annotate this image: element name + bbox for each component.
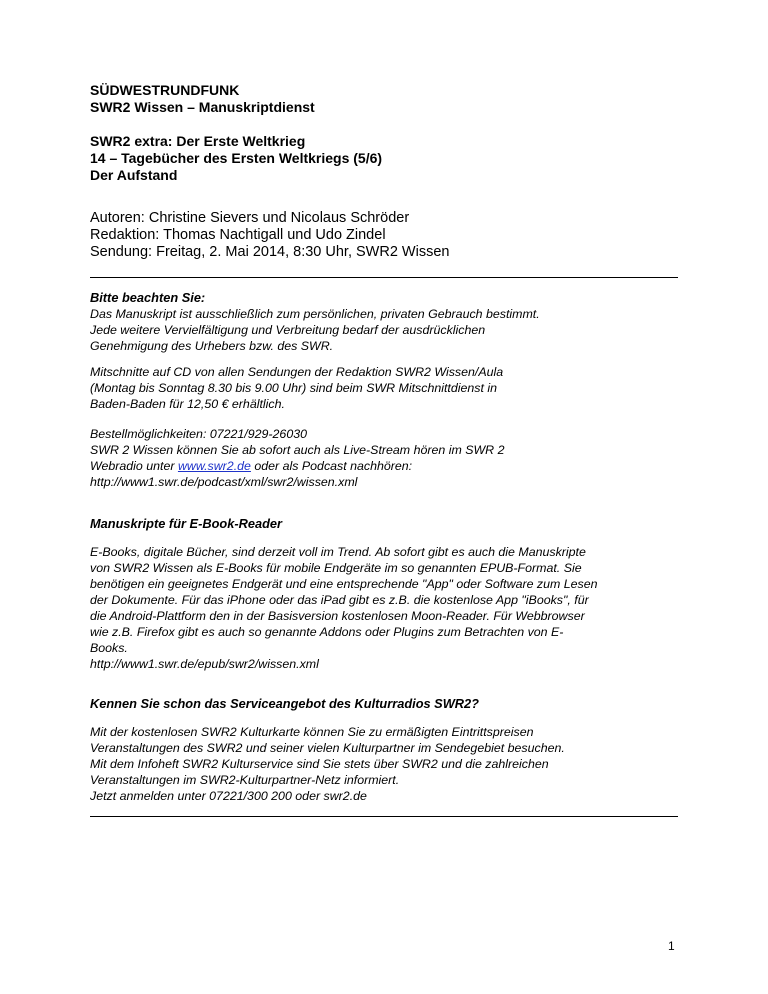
podcast-url: http://www1.swr.de/podcast/xml/swr2/wissen.xml bbox=[90, 475, 358, 489]
page-number: 1 bbox=[668, 939, 675, 953]
service-line: Mit der kostenlosen SWR2 Kulturkarte können Sie zu ermäßigten Eintrittspreisen bbox=[90, 725, 534, 739]
service-heading: Kennen Sie schon das Serviceangebot des Kulturradios SWR2? bbox=[90, 696, 479, 711]
episode-title: 14 – Tagebücher des Ersten Weltkriegs (5/6) bbox=[90, 150, 383, 166]
order-line: Bestellmöglichkeiten: 07221/929-26030 bbox=[90, 427, 307, 441]
webradio-suffix: oder als Podcast nachhören: bbox=[250, 459, 413, 473]
webradio-line bbox=[90, 458, 690, 474]
service-line: Mit dem Infoheft SWR2 Kulturservice sind Sie stets über SWR2 und die zahlreichen bbox=[90, 757, 549, 771]
service-name: SWR2 Wissen – Manuskriptdienst bbox=[90, 99, 315, 115]
notice-line: Das Manuskript ist ausschließlich zum persönlichen, privaten Gebrauch bestimmt. bbox=[90, 307, 540, 321]
notice-line: Genehmigung des Urhebers bzw. des SWR. bbox=[90, 339, 334, 353]
ebook-line: die Android-Plattform den in der Basisversion kostenlosen Moon-Reader. Für Webbrowser bbox=[90, 609, 585, 623]
ebook-line: der Dokumente. Für das iPhone oder das iPad gibt es z.B. die kostenlose App "iBooks", für bbox=[90, 593, 589, 607]
ebook-heading: Manuskripte für E-Book-Reader bbox=[90, 516, 282, 531]
authors-line: Autoren: Christine Sievers und Nicolaus Schröder bbox=[90, 210, 410, 226]
ebook-line: benötigen ein geeignetes Endgerät und eine entsprechende "App" oder Software zum Lesen bbox=[90, 577, 598, 591]
editors-line: Redaktion: Thomas Nachtigall und Udo Zindel bbox=[90, 227, 386, 243]
epub-url: http://www1.swr.de/epub/swr2/wissen.xml bbox=[90, 657, 319, 671]
ebook-line: Books. bbox=[90, 641, 128, 655]
notice-line: (Montag bis Sonntag 8.30 bis 9.00 Uhr) sind beim SWR Mitschnittdienst in bbox=[90, 381, 498, 395]
divider-top bbox=[90, 277, 678, 278]
ebook-line: E-Books, digitale Bücher, sind derzeit voll im Trend. Ab sofort gibt es auch die Manuskripte bbox=[90, 545, 586, 559]
notice-heading: Bitte beachten Sie: bbox=[90, 290, 206, 305]
notice-line: Baden-Baden für 12,50 € erhältlich. bbox=[90, 397, 285, 411]
series-title: SWR2 extra: Der Erste Weltkrieg bbox=[90, 133, 306, 149]
org-name: SÜDWESTRUNDFUNK bbox=[90, 82, 240, 98]
notice-line: Mitschnitte auf CD von allen Sendungen der Redaktion SWR2 Wissen/Aula bbox=[90, 365, 504, 379]
service-line: Jetzt anmelden unter 07221/300 200 oder swr2.de bbox=[90, 789, 367, 803]
notice-line: Jede weitere Vervielfältigung und Verbreitung bedarf der ausdrücklichen bbox=[90, 323, 486, 337]
swr2-link[interactable]: www.swr2.de bbox=[177, 459, 251, 473]
ebook-line: von SWR2 Wissen als E-Books für mobile Endgeräte im so genannten EPUB-Format. Sie bbox=[90, 561, 582, 575]
webradio-prefix: Webradio unter bbox=[90, 459, 178, 473]
ebook-line: wie z.B. Firefox gibt es auch so genannte Addons oder Plugins zum Betrachten von E- bbox=[90, 625, 564, 639]
broadcast-line: Sendung: Freitag, 2. Mai 2014, 8:30 Uhr, SWR2 Wissen bbox=[90, 244, 450, 260]
service-line: Veranstaltungen des SWR2 und seiner vielen Kulturpartner im Sendegebiet besuchen. bbox=[90, 741, 565, 755]
service-line: Veranstaltungen im SWR2-Kulturpartner-Netz informiert. bbox=[90, 773, 400, 787]
divider-bottom bbox=[90, 816, 678, 817]
episode-subtitle: Der Aufstand bbox=[90, 167, 178, 183]
stream-line: SWR 2 Wissen können Sie ab sofort auch als Live-Stream hören im SWR 2 bbox=[90, 443, 505, 457]
